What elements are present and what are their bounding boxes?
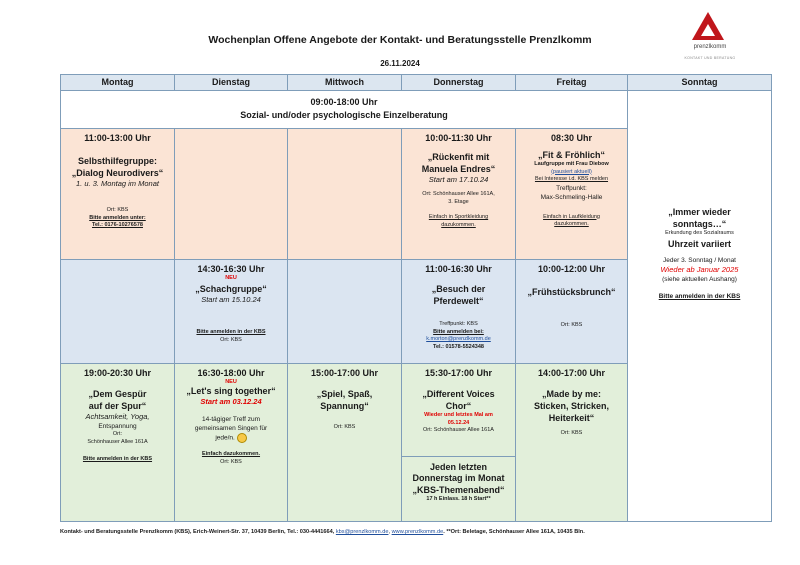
tue3-desc-1: 14-tägiger Treff zum: [201, 416, 261, 423]
fri1-meet: Treffpunkt:: [556, 184, 587, 192]
thu1-note-1: Einfach in Sportkleidung: [428, 214, 489, 220]
fri1-paused: (pausiert aktuell): [551, 168, 592, 175]
thu1-title-2: Manuela Endres“: [421, 164, 496, 174]
mon1-time: 11:00-13:00 Uhr: [84, 133, 151, 143]
sunday-time: Uhrzeit variiert: [667, 238, 732, 249]
page-title: Wochenplan Offene Angebote der Kontakt- und Beratungsstelle Prenzlkomm: [208, 34, 592, 46]
mon3-place-1: Ort:: [112, 431, 123, 437]
logo-subtitle: KONTAKT UND BERATUNG: [684, 56, 736, 60]
wed3-title-2: Spannung“: [320, 401, 369, 411]
tue3-start: Start am 03.12.24: [200, 397, 262, 406]
thursday-midday: [402, 260, 516, 364]
thu4-line-1: Jeden letzten: [429, 462, 487, 472]
mon3-place-2: Schönhauser Allee 161A: [87, 438, 148, 445]
smiley-icon: [237, 433, 247, 443]
thu1-start: Start am 17.10.24: [428, 175, 489, 184]
tue2-title: „Schachgruppe“: [195, 284, 267, 294]
header-monday: Montag: [61, 75, 175, 91]
thursday-morning: [402, 129, 516, 260]
prenzlkomm-logo: [678, 8, 738, 68]
thu2-meet: Treffpunkt: KBS: [439, 321, 478, 327]
mon3-desc-2: Entspannung: [98, 423, 137, 430]
fri1-interest: Bei Interesse i.d. KBS melden: [534, 176, 609, 182]
mon1-title-1: Selbsthilfegruppe:: [77, 156, 157, 166]
thu4-line-2: Donnerstag im Monat: [412, 473, 505, 483]
tuesday-morning-empty: [175, 129, 288, 260]
wednesday-morning-empty: [288, 129, 402, 260]
thursday-evening: [402, 364, 516, 457]
daily-text: Sozial- und/oder psychologische Einzelberatung: [240, 110, 448, 120]
thu2-tel: Tel.: 01578-5524348: [433, 343, 484, 350]
mon1-register: Bitte anmelden unter:: [89, 214, 146, 221]
thu2-register: Bitte anmelden bei:: [433, 328, 484, 335]
sunday-register: Bitte anmelden in der KBS: [658, 292, 741, 300]
thu2-title-1: „Besuch der: [431, 284, 486, 294]
wednesday-evening: [288, 364, 402, 521]
thu1-title-1: „Rückenfit mit: [427, 152, 490, 162]
thu3-time: 15:30-17:00 Uhr: [424, 368, 493, 378]
sunday-restart: Wieder ab Januar 2025: [660, 264, 739, 274]
mon3-title-2: auf der Spur“: [88, 401, 147, 411]
tue2-new-badge: NEU: [225, 275, 237, 281]
wed3-time: 15:00-17:00 Uhr: [310, 368, 379, 378]
page-date: 26.11.2024: [380, 59, 420, 68]
wed3-title-1: „Spiel, Spaß,: [316, 389, 373, 399]
fri1-note-1: Einfach in Laufkleidung: [543, 213, 600, 220]
tuesday-evening: [175, 364, 288, 521]
thu1-place-2: 3. Etage: [448, 198, 469, 205]
mon1-tel: Tel.: 0176-10276578: [92, 222, 143, 228]
monday-evening: [61, 364, 175, 521]
daily-counseling: [61, 91, 628, 129]
tue2-start: Start am 15.10.24: [201, 295, 261, 304]
footer-post: . **Ort: Beletage, Schönhauser Allee 161A, 10435 Bln.: [443, 529, 585, 535]
thu1-note-2: dazukommen.: [441, 221, 476, 228]
fri3-title-3: Heiterkeit“: [548, 413, 595, 423]
thu1-place-1: Ort: Schönhauser Allee 161A,: [422, 191, 495, 197]
fri3-title-2: Sticken, Stricken,: [533, 401, 610, 411]
thu3-red-1: Wieder und letztes Mal am: [424, 412, 493, 418]
friday-evening: [516, 364, 628, 521]
tue3-desc-3: jede/n.: [215, 434, 235, 442]
footer-text: Kontakt- und Beratungsstelle Prenzlkomm (KBS), Erich-Weinert-Str. 37, 10439 Berlin, Tel.: 030-4441664,: [60, 529, 335, 535]
thu4-time: 17 h Einlass. 18 h Start**: [426, 496, 491, 502]
fri2-place: Ort: KBS: [560, 322, 583, 328]
thu2-time: 11:00-16:30 Uhr: [425, 264, 492, 274]
tue3-time: 16:30-18:00 Uhr: [197, 368, 265, 378]
footer-sep: ,: [388, 529, 391, 535]
fri2-title: „Frühstücksbrunch“: [527, 287, 616, 297]
monday-midday-empty: [61, 260, 175, 364]
mon3-title-1: „Dem Gespür: [88, 389, 147, 399]
fri1-title: „Fit & Fröhlich“: [538, 150, 605, 160]
thu3-red-2: 05.12.24: [447, 419, 470, 426]
tue2-register: Bitte anmelden in der KBS: [196, 329, 266, 335]
logo-brand: prenzlkomm: [693, 44, 727, 50]
fri2-time: 10:00-12:00 Uhr: [537, 264, 606, 274]
thu3-title-1: „Different Voices: [422, 389, 495, 399]
mon1-title-2: „Dialog Neurodivers“: [71, 168, 164, 178]
thu1-time: 10:00-11:30 Uhr: [425, 133, 492, 143]
tue3-note: Einfach dazukommen.: [201, 451, 261, 457]
mon1-note: 1. u. 3. Montag im Monat: [76, 179, 159, 188]
thu3-title-2: Chor“: [445, 401, 472, 411]
tue3-title: „Let's sing together“: [186, 386, 276, 396]
fri1-sub: Laufgruppe mit Frau Diebow: [534, 161, 609, 167]
thursday-themenabend: [402, 457, 516, 521]
mon3-time: 19:00-20:30 Uhr: [83, 368, 152, 378]
sunday-sub: Erkundung des Sozialraums: [665, 230, 734, 236]
tue3-desc-3-row: [175, 433, 287, 443]
header-sunday: Sonntag: [628, 75, 771, 91]
thu2-title-2: Pferdewelt“: [433, 296, 484, 306]
thu3-place: Ort: Schönhauser Allee 161A: [423, 427, 494, 433]
mon1-place: Ort: KBS: [106, 207, 129, 213]
tuesday-midday: [175, 260, 288, 364]
fri1-note-2: dazukommen.: [554, 221, 589, 227]
mon3-register: Bitte anmelden in der KBS: [82, 456, 153, 462]
schedule-table: [60, 74, 772, 522]
tue2-time: 14:30-16:30 Uhr: [197, 264, 265, 274]
triangle-logo-icon: [678, 8, 738, 44]
sunday-event: [628, 91, 771, 521]
tue3-place: Ort: KBS: [220, 458, 242, 465]
header-wednesday: Mittwoch: [288, 75, 402, 91]
friday-midday: [516, 260, 628, 364]
footer-email-link[interactable]: kbs@prenzlkomm.de: [335, 529, 389, 535]
wednesday-midday-empty: [288, 260, 402, 364]
wed3-place: Ort: KBS: [333, 424, 356, 430]
header-friday: Freitag: [516, 75, 628, 91]
mon3-desc-1: Achtsamkeit, Yoga,: [85, 412, 150, 421]
fri3-time: 14:00-17:00 Uhr: [537, 368, 606, 378]
fri1-meet-place: Max-Schmeling-Halle: [540, 193, 603, 201]
daily-time: 09:00-18:00 Uhr: [310, 97, 378, 107]
friday-morning: [516, 129, 628, 260]
sunday-title-1: „Immer wieder: [668, 207, 731, 217]
fri3-title-1: „Made by me:: [541, 389, 601, 399]
sunday-note: Jeder 3. Sonntag / Monat: [663, 256, 736, 264]
tue3-desc-2: gemeinsamen Singen für: [194, 425, 268, 432]
fri1-time: 08:30 Uhr: [550, 133, 593, 143]
footer-web-link[interactable]: www.prenzlkomm.de: [391, 529, 444, 535]
sunday-aushang: (siehe aktuellen Aushang): [662, 275, 737, 283]
sunday-title-2: sonntags…“: [672, 219, 727, 229]
thu2-email[interactable]: k.morton@prenzlkomm.de: [426, 336, 491, 342]
tue2-place: Ort: KBS: [220, 336, 242, 343]
thu4-title: „KBS-Themenabend“: [412, 485, 505, 495]
fri3-place: Ort: KBS: [560, 430, 583, 436]
header-thursday: Donnerstag: [402, 75, 516, 91]
tue3-new-badge: NEU: [225, 379, 237, 385]
monday-morning: [61, 129, 175, 260]
footer-contact: [60, 529, 772, 535]
header-tuesday: Dienstag: [175, 75, 288, 91]
